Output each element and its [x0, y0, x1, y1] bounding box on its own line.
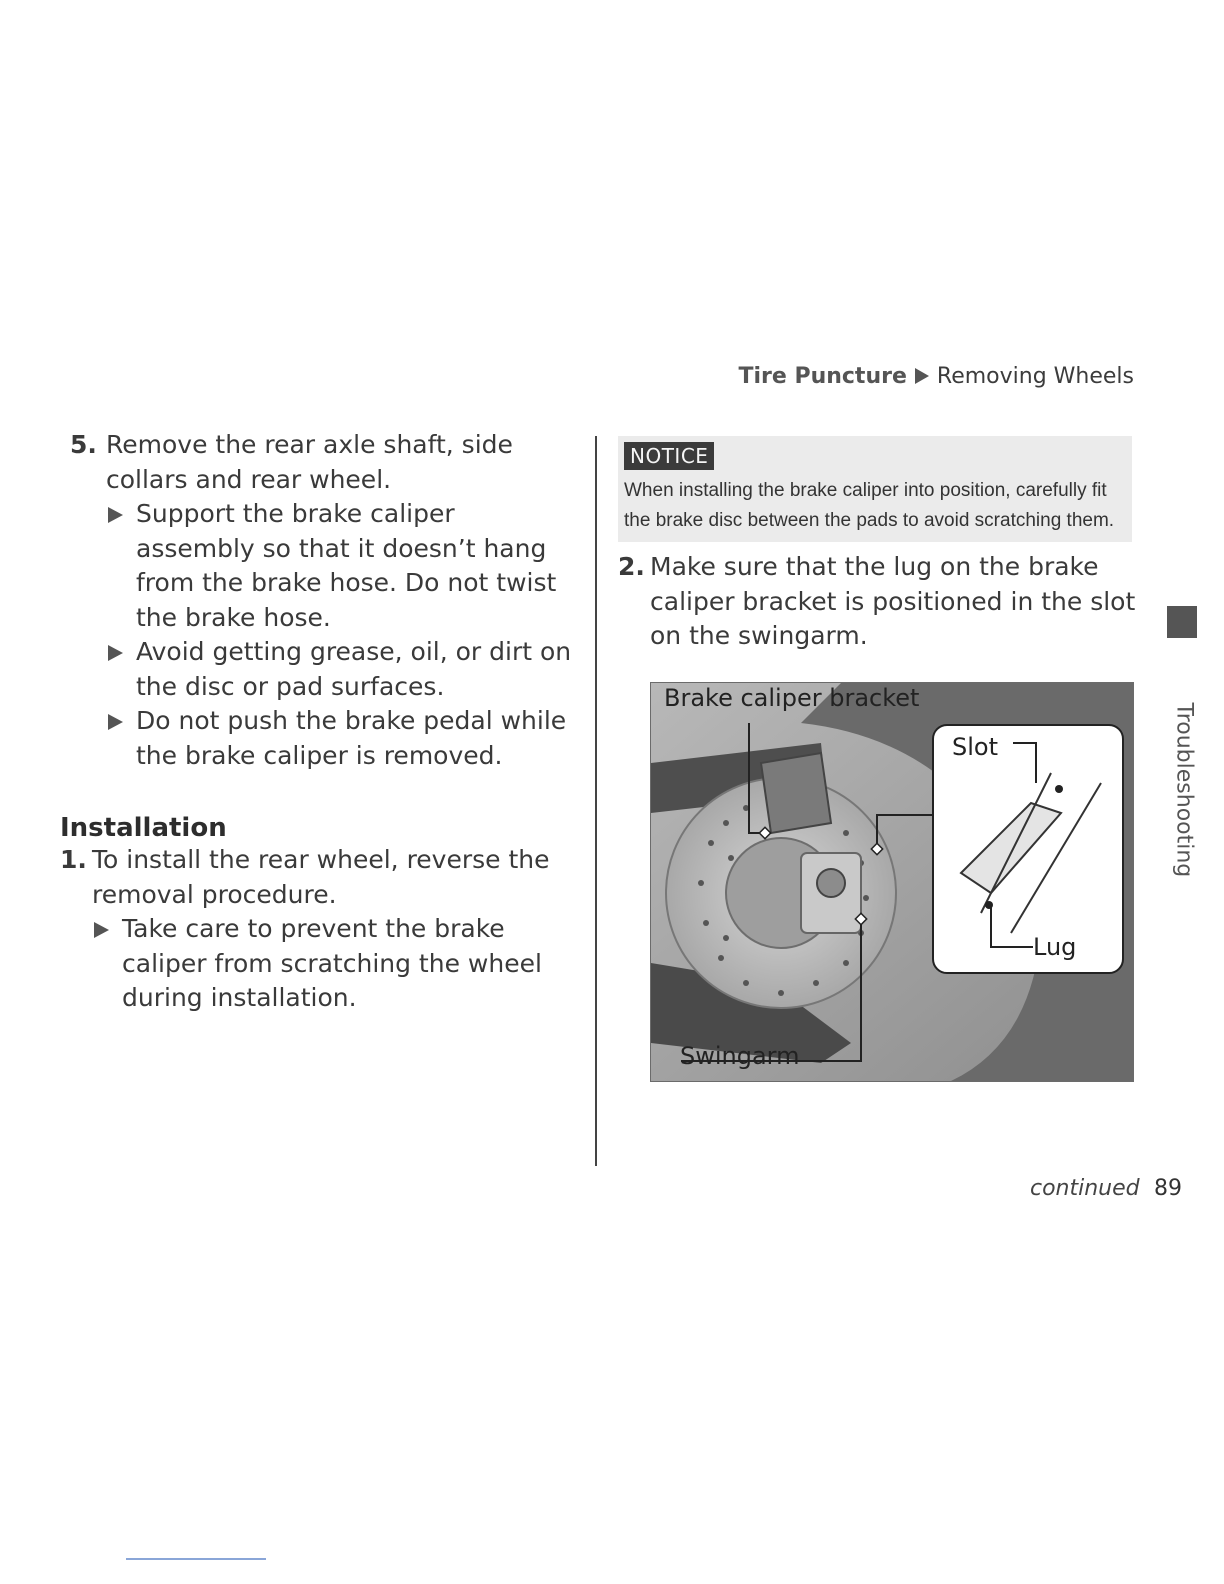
notice-text: When installing the brake caliper into position, carefully fit the brake disc between the pads to avoid scratching them. — [624, 480, 1115, 531]
side-tab-label: Troubleshooting — [1171, 702, 1197, 878]
step-number: 1. — [60, 845, 87, 874]
step-text: Make sure that the lug on the brake caliper bracket is positioned in the slot on the swingarm. — [650, 552, 1136, 650]
breadcrumb-arrow-icon — [915, 368, 929, 384]
step-text: Remove the rear axle shaft, side collars and rear wheel. — [106, 430, 513, 494]
bullet-arrow-icon — [94, 922, 109, 938]
side-tab-marker — [1167, 606, 1197, 638]
left-column — [60, 428, 580, 1016]
bottom-rule — [126, 1558, 266, 1560]
step-5-note-1 — [60, 497, 580, 635]
step-2 — [618, 550, 1138, 654]
lug-marker — [985, 901, 993, 909]
right-column — [618, 436, 1138, 654]
step-number: 5. — [70, 430, 97, 459]
figure-brake-caliper — [650, 682, 1134, 1082]
note-text: Avoid getting grease, oil, or dirt on the disc or pad surfaces. — [136, 637, 572, 701]
note-text: Take care to prevent the brake caliper from scratching the wheel during installation. — [122, 914, 542, 1012]
bullet-arrow-icon — [108, 507, 123, 523]
figure-label-lug: Lug — [1033, 933, 1077, 961]
notice-box — [618, 436, 1132, 542]
note-text: Do not push the brake pedal while the brake caliper is removed. — [136, 706, 567, 770]
figure-label-slot: Slot — [952, 733, 998, 761]
step-number: 2. — [618, 552, 645, 581]
breadcrumb — [600, 364, 1134, 389]
breadcrumb-section: Tire Puncture — [738, 364, 907, 389]
brake-caliper — [761, 753, 831, 833]
footer-continued: continued — [1030, 1176, 1140, 1201]
breadcrumb-subsection: Removing Wheels — [936, 364, 1134, 389]
step-5-note-2 — [60, 635, 580, 704]
figure-illustration — [651, 683, 1133, 1081]
step-5 — [60, 428, 580, 497]
bullet-arrow-icon — [108, 714, 123, 730]
slot-marker — [1055, 785, 1063, 793]
axle-nut — [817, 869, 845, 897]
figure-label-bracket: Brake caliper bracket — [664, 684, 920, 712]
column-divider — [595, 436, 597, 1166]
step-text: To install the rear wheel, reverse the removal procedure. — [92, 845, 550, 909]
figure-label-swingarm: Swingarm — [680, 1042, 800, 1070]
installation-step-1 — [60, 843, 580, 912]
installation-heading: Installation — [60, 813, 227, 843]
bullet-arrow-icon — [108, 645, 123, 661]
note-text: Support the brake caliper assembly so that it doesn’t hang from the brake hose. Do not twist the brake hose. — [136, 499, 557, 632]
installation-step-1-note — [60, 912, 580, 1016]
notice-label: NOTICE — [624, 442, 714, 470]
step-5-note-3 — [60, 704, 580, 773]
page-number: 89 — [1154, 1176, 1182, 1201]
